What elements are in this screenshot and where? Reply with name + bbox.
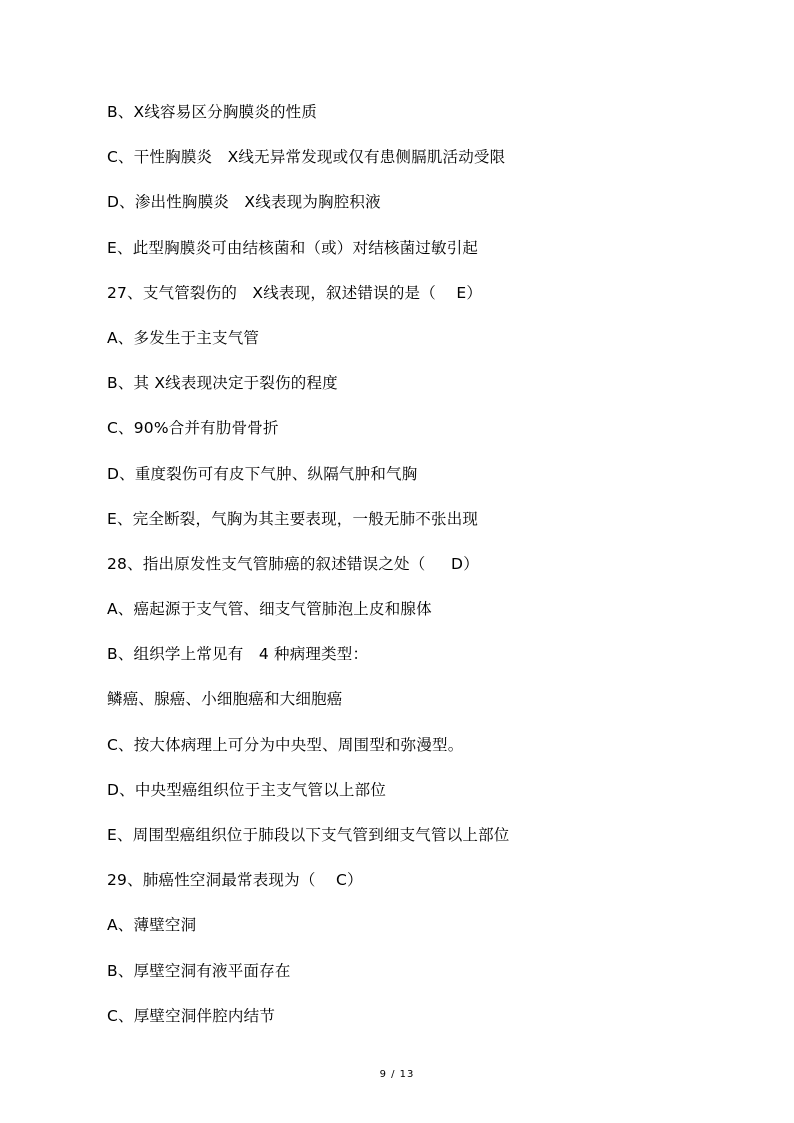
text-line: A、癌起源于支气管、细支气管肺泡上皮和腺体 [107, 600, 432, 619]
question-line: 29、肺癌性空洞最常表现为（ C） [107, 871, 363, 890]
page-content [107, 99, 747, 1048]
question-line: 28、指出原发性支气管肺癌的叙述错误之处（ D） [107, 554, 479, 573]
text-line: D、渗出性胸膜炎 X线表现为胸腔积液 [107, 193, 381, 212]
text-line: E、周围型癌组织位于肺段以下支气管到细支气管以上部位 [107, 826, 510, 844]
text-line: 鳞癌、腺癌、小细胞癌和大细胞癌 [107, 690, 343, 709]
question-line: 27、支气管裂伤的 X线表现，叙述错误的是（ E） [107, 283, 483, 302]
text-line: B、其 X线表现决定于裂伤的程度 [107, 374, 338, 393]
text-line: D、中央型癌组织位于主支气管以上部位 [107, 780, 387, 799]
page-number: 9 / 13 [379, 1069, 415, 1080]
text-line: C、干性胸膜炎 X线无异常发现或仅有患侧膈肌活动受限 [107, 148, 506, 167]
text-line: C、厚壁空洞伴腔内结节 [107, 1006, 276, 1025]
text-line: C、按大体病理上可分为中央型、周围型和弥漫型。 [107, 735, 464, 754]
text-line: E、此型胸膜炎可由结核菌和（或）对结核菌过敏引起 [107, 238, 479, 257]
text-line: B、组织学上常见有 4 种病理类型： [107, 645, 369, 664]
text-line: E、完全断裂，气胸为其主要表现，一般无肺不张出现 [107, 509, 479, 528]
text-line: A、薄壁空洞 [107, 916, 197, 935]
text-line: A、多发生于主支气管 [107, 328, 260, 347]
text-line: D、重度裂伤可有皮下气肿、纵隔气肿和气胸 [107, 464, 418, 483]
text-line: B、X线容易区分胸膜炎的性质 [107, 103, 318, 121]
text-line: C、90%合并有肋骨骨折 [107, 419, 279, 438]
text-line: B、厚壁空洞有液平面存在 [107, 961, 291, 980]
